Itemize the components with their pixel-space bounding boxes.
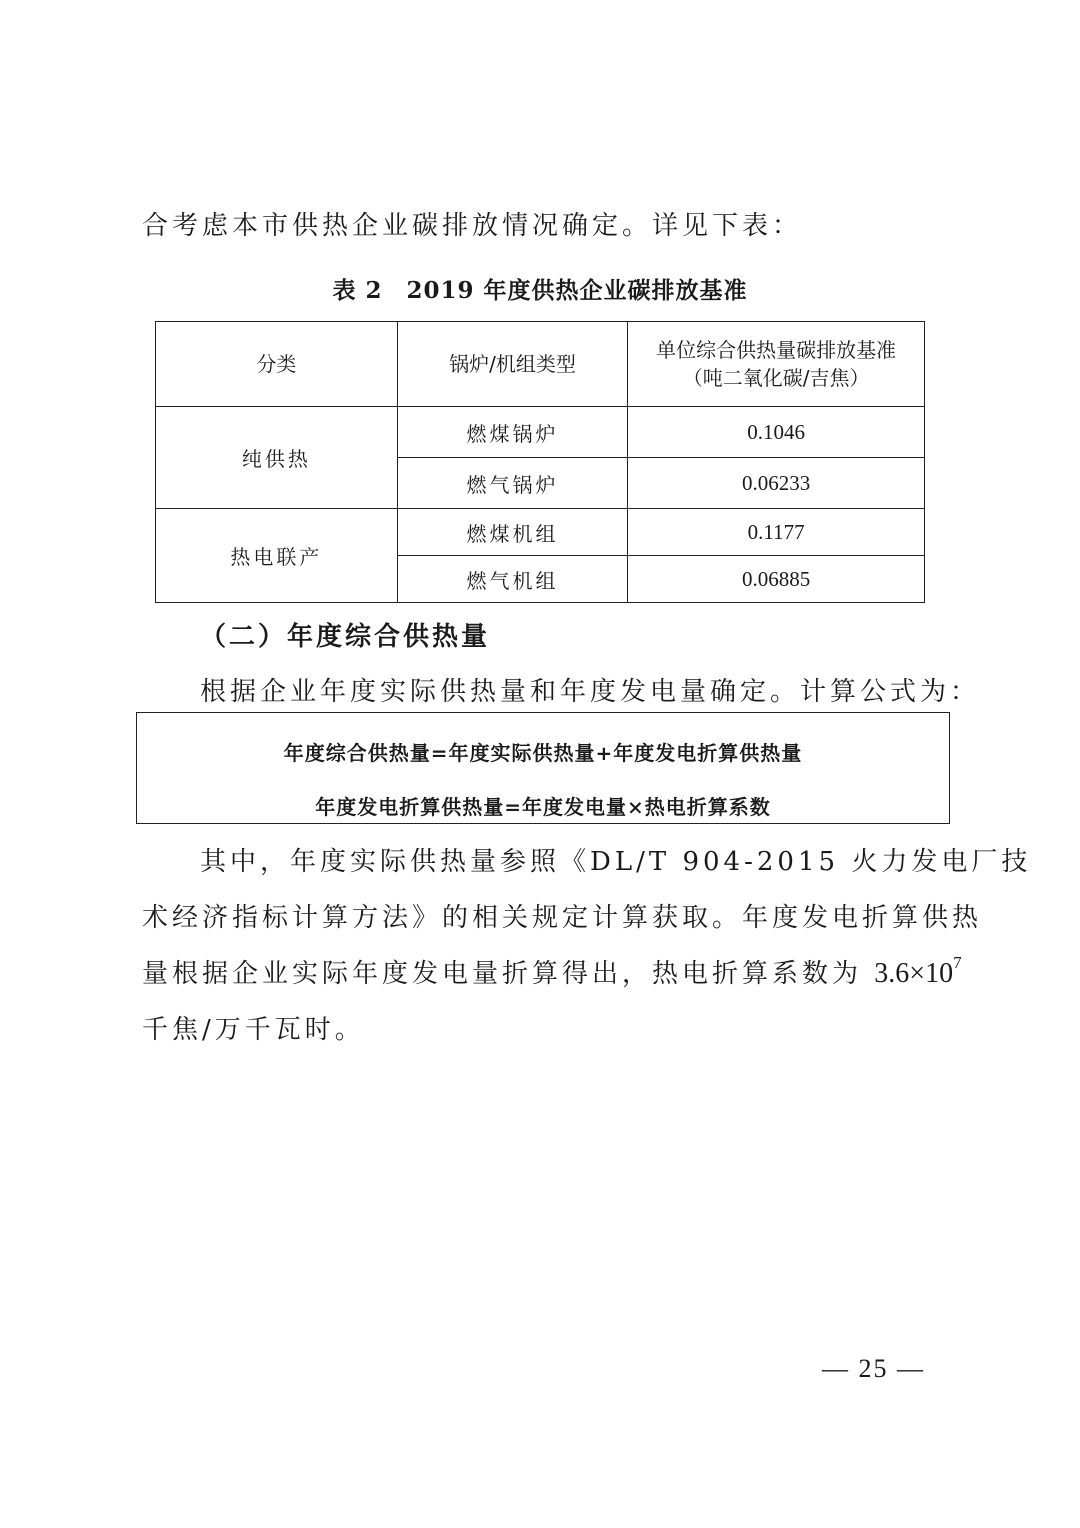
value-cell: 0.06885 [628,556,925,603]
table-row [156,509,925,556]
section-heading: （二）年度综合供热量 [200,622,491,652]
type-cell: 燃气锅炉 [397,458,628,509]
table-header-row [156,322,925,407]
body-line: 千焦/万千瓦时。 [142,1015,365,1045]
body-line [142,946,962,1002]
header-category: 分类 [156,322,398,407]
formula-line: 年度发电折算供热量=年度发电量×热电折算系数 [315,795,771,819]
type-cell: 燃煤机组 [397,509,628,556]
page-number: — 25 — [822,1354,925,1383]
intro-paragraph: 合考虑本市供热企业碳排放情况确定。详见下表： [142,211,803,241]
value-cell: 0.1046 [628,407,925,458]
benchmark-table [155,321,925,603]
header-benchmark [628,322,925,407]
value-cell: 0.1177 [628,509,925,556]
formula-box [136,712,950,824]
type-cell: 燃煤锅炉 [397,407,628,458]
header-benchmark-line1: 单位综合供热量碳排放基准 [656,338,897,362]
type-cell: 燃气机组 [397,556,628,603]
body-line: 术经济指标计算方法》的相关规定计算获取。年度发电折算供热 [142,903,983,933]
header-type: 锅炉/机组类型 [397,322,628,407]
coefficient-base: 3.6×10 [874,958,954,989]
body-line: 其中，年度实际供热量参照《DL/T 904-2015 火力发电厂技 [200,847,1032,877]
coefficient-value [874,953,962,989]
body-paragraph [142,834,1032,1058]
formula-line: 年度综合供热量=年度实际供热量+年度发电折算供热量 [283,741,803,765]
table-title: 表 2 2019 年度供热企业碳排放基准 [332,277,748,304]
calc-intro-paragraph: 根据企业年度实际供热量和年度发电量确定。计算公式为： [200,677,981,707]
header-benchmark-line2: （吨二氧化碳/吉焦） [682,366,870,390]
category-cell: 热电联产 [156,509,398,603]
body-line-text: 量根据企业实际年度发电量折算得出，热电折算系数为 [142,959,863,989]
table-row [156,407,925,458]
coefficient-exponent: 7 [953,953,962,972]
category-cell: 纯供热 [156,407,398,509]
value-cell: 0.06233 [628,458,925,509]
